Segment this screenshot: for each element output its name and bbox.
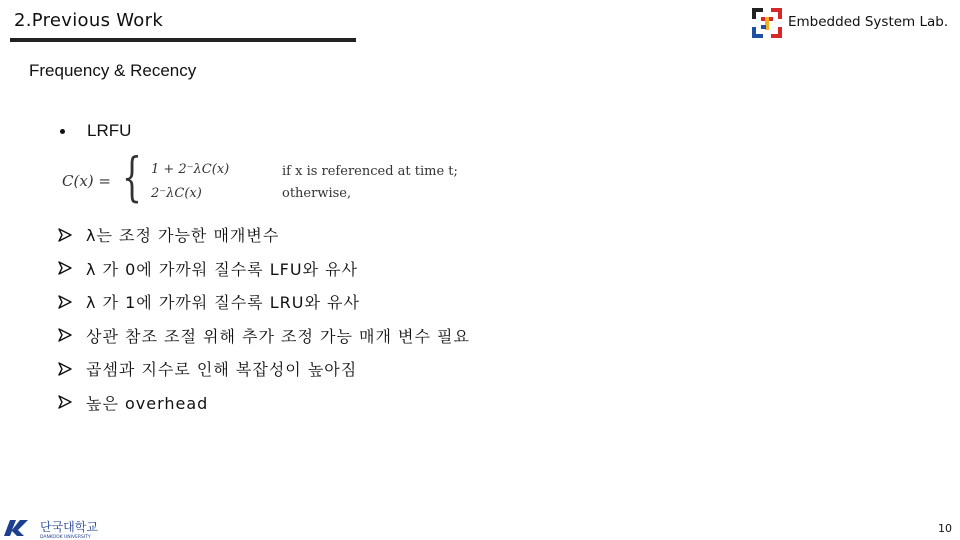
list-item [58, 319, 470, 353]
bullet-dot-icon [60, 129, 65, 134]
university-name-en: DANKOOK UNIVERSITY [40, 535, 91, 540]
point-list [58, 218, 470, 419]
formula-condition-2: otherwise, [282, 186, 352, 201]
lab-logo-icon [752, 8, 782, 38]
formula-lhs: C(x) = [62, 172, 111, 190]
header-title: 2.Previous Work [14, 10, 164, 31]
arrow-bullet-icon [58, 328, 72, 342]
formula-brace-icon: { [122, 148, 142, 208]
list-item [58, 218, 470, 252]
dku-logo-icon [2, 516, 122, 540]
list-item-text: 상관 참조 조절 위해 추가 조정 가능 매개 변수 필요 [86, 326, 470, 346]
list-item [58, 285, 470, 319]
arrow-bullet-icon [58, 261, 72, 275]
page-number: 10 [938, 522, 952, 535]
arrow-bullet-icon [58, 228, 72, 242]
header-rule [10, 38, 356, 42]
slide-subtitle: Frequency & Recency [29, 61, 197, 80]
list-item [58, 386, 470, 420]
list-item [58, 252, 470, 286]
list-item [58, 352, 470, 386]
list-item-text: 곱셈과 지수로 인해 복잡성이 높아짐 [86, 360, 358, 380]
arrow-bullet-icon [58, 295, 72, 309]
bullet-item [60, 121, 131, 141]
formula-case-2: 2⁻λC(x) [151, 186, 202, 201]
formula-condition-1: if x is referenced at time t; [282, 164, 458, 179]
university-name: 단국대학교 [40, 520, 98, 534]
arrow-bullet-icon [58, 395, 72, 409]
lab-name: Embedded System Lab. [788, 14, 949, 30]
list-item-text: λ 가 1에 가까워 질수록 LRU와 유사 [86, 293, 360, 313]
list-item-text: 높은 overhead [86, 393, 209, 413]
list-item-text: λ는 조정 가능한 매개변수 [86, 226, 280, 246]
formula-case-1: 1 + 2⁻λC(x) [151, 162, 230, 177]
arrow-bullet-icon [58, 362, 72, 376]
lrfu-formula [58, 148, 458, 212]
bullet-label: LRFU [87, 121, 132, 140]
list-item-text: λ 가 0에 가까워 질수록 LFU와 유사 [86, 259, 359, 279]
